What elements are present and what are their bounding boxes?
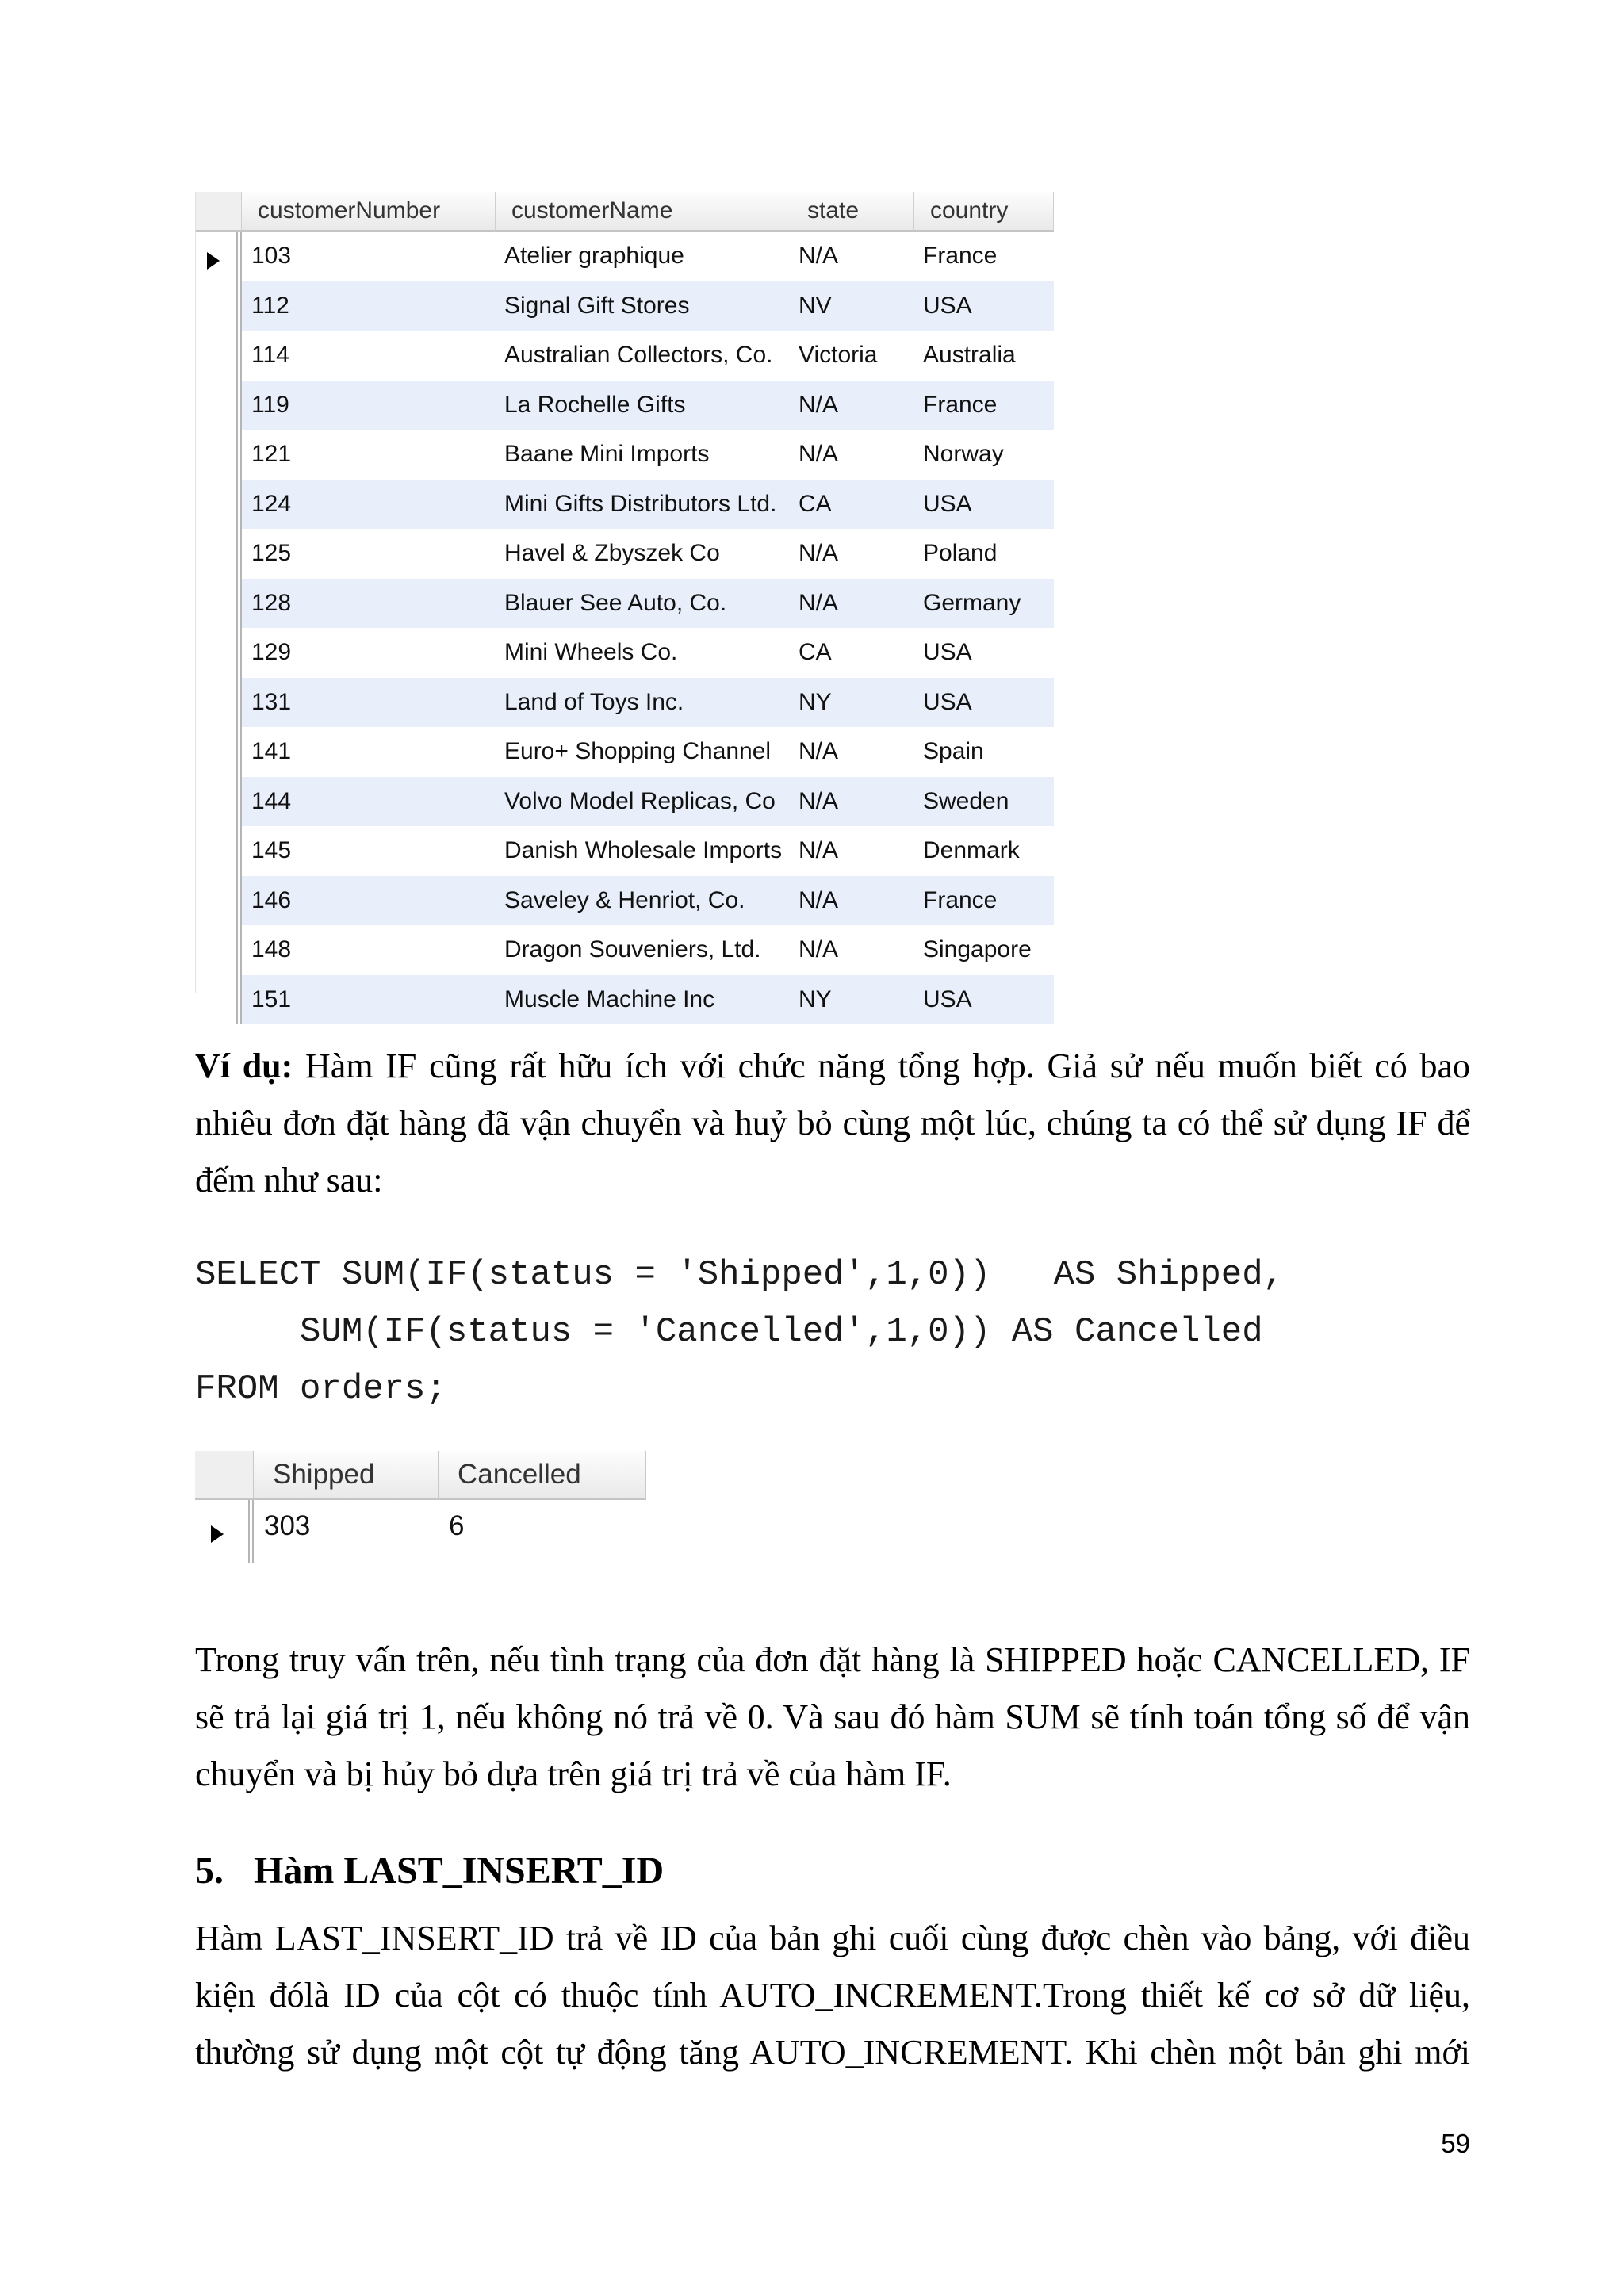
shipped-cancelled-result-grid — [195, 1451, 646, 1563]
customer-name-cell: Signal Gift Stores — [496, 281, 791, 331]
row-selector — [196, 628, 242, 678]
paragraph-line: nhiêu đơn đặt hàng đã vận chuyển và huỷ bỏ cùng một lúc, chúng ta có thể sử dụng IF để — [195, 1104, 1470, 1142]
current-row-arrow-icon — [207, 252, 220, 270]
customer-number-cell: 125 — [251, 540, 292, 566]
customer-name-cell: Australian Collectors, Co. — [504, 342, 773, 368]
country-cell: Norway — [923, 441, 1004, 467]
table-row — [196, 925, 1054, 975]
state-cell: N/A — [791, 579, 914, 629]
row-selector — [195, 1500, 254, 1563]
country-cell: Poland — [923, 540, 998, 566]
country-cell: Denmark — [923, 837, 1020, 863]
state-cell: NY — [791, 678, 914, 728]
customer-number-cell: 141 — [251, 738, 292, 764]
customer-number-cell: 146 — [242, 876, 496, 926]
state-cell: CA — [799, 639, 832, 665]
table-row — [196, 678, 1054, 728]
sql-code-block — [195, 1246, 1284, 1418]
country-cell: Spain — [923, 738, 984, 764]
paragraph-line: Hàm LAST_INSERT_ID trả về ID của bản ghi cuối cùng được chèn vào bảng, với điều — [195, 1919, 1470, 1957]
customer-name-cell: Saveley & Henriot, Co. — [496, 876, 791, 926]
row-selector — [196, 727, 242, 777]
customer-name-cell: Baane Mini Imports — [504, 441, 710, 467]
state-cell: N/A — [791, 777, 914, 827]
customer-number-cell: 128 — [242, 579, 496, 629]
paragraph-line: sẽ trả lại giá trị 1, nếu không nó trả về 0. Và sau đó hàm SUM sẽ tính toán tổng số để vận — [195, 1697, 1470, 1736]
row-selector-header — [196, 192, 242, 232]
page-number: 59 — [1441, 2129, 1470, 2158]
customer-number-cell: 119 — [242, 381, 496, 430]
state-cell: N/A — [799, 441, 839, 467]
state-cell: N/A — [791, 876, 914, 926]
country-cell: USA — [914, 281, 1054, 331]
state-cell: N/A — [799, 837, 839, 863]
table-row — [196, 430, 1054, 480]
row-selector — [196, 826, 242, 876]
row-selector — [196, 975, 242, 1025]
table-row — [196, 331, 1054, 381]
customer-name-cell: Mini Gifts Distributors Ltd. — [496, 480, 791, 530]
row-selector — [196, 925, 242, 975]
country-cell: USA — [914, 975, 1054, 1025]
customer-number-cell: 148 — [251, 936, 292, 962]
state-cell: CA — [791, 480, 914, 530]
country-cell: France — [914, 381, 1054, 430]
row-selector-header — [195, 1451, 254, 1500]
code-line: SELECT SUM(IF(status = 'Shipped',1,0)) AS Shipped, — [195, 1255, 1285, 1295]
row-selector — [196, 232, 242, 281]
table-row — [196, 777, 1054, 827]
table-row — [196, 975, 1054, 1025]
column-header-cancelled: Cancelled — [439, 1451, 646, 1500]
country-cell: Singapore — [923, 936, 1032, 962]
country-cell: France — [923, 243, 998, 269]
table-row — [196, 281, 1054, 331]
customer-number-cell: 151 — [242, 975, 496, 1025]
country-cell: USA — [914, 480, 1054, 530]
row-selector — [196, 381, 242, 430]
customer-number-cell: 124 — [242, 480, 496, 530]
grid-header-row — [196, 192, 1054, 232]
current-row-arrow-icon — [211, 1525, 224, 1543]
paragraph-line: Trong truy vấn trên, nếu tình trạng của đơn đặt hàng là SHIPPED hoặc CANCELLED, IF — [195, 1640, 1470, 1679]
customer-name-cell: Euro+ Shopping Channel — [504, 738, 772, 764]
customer-number-cell: 131 — [242, 678, 496, 728]
state-cell: N/A — [799, 540, 839, 566]
state-cell: Victoria — [799, 342, 878, 368]
table-row — [195, 1500, 646, 1563]
customer-number-cell: 114 — [251, 342, 289, 368]
country-cell: USA — [923, 639, 972, 665]
customer-name-cell: Volvo Model Replicas, Co — [496, 777, 791, 827]
shipped-count-cell: 303 — [264, 1510, 311, 1541]
paragraph-line: chuyển và bị hủy bỏ dựa trên giá trị trả về của hàm IF. — [195, 1755, 952, 1793]
state-cell: N/A — [799, 243, 839, 269]
state-cell: N/A — [799, 936, 839, 962]
row-selector — [196, 430, 242, 480]
cancelled-count-cell: 6 — [449, 1510, 465, 1541]
customer-name-cell: Dragon Souveniers, Ltd. — [504, 936, 761, 962]
section-title: Hàm LAST_INSERT_ID — [254, 1850, 665, 1892]
column-header-shipped: Shipped — [254, 1451, 439, 1500]
paragraph-line: thường sử dụng một cột tự động tăng AUTO_INCREMENT. Khi chèn một bản ghi mới — [195, 2033, 1470, 2072]
customer-name-cell: Land of Toys Inc. — [496, 678, 791, 728]
table-row — [196, 826, 1054, 876]
table-row — [196, 628, 1054, 678]
customer-name-cell: Danish Wholesale Imports — [504, 837, 783, 863]
customer-name-cell: Havel & Zbyszek Co — [504, 540, 720, 566]
table-row — [196, 876, 1054, 926]
code-line: SUM(IF(status = 'Cancelled',1,0)) AS Cancelled — [195, 1312, 1263, 1352]
table-row — [196, 529, 1054, 579]
table-row — [196, 727, 1054, 777]
row-selector — [196, 579, 242, 629]
paragraph-line: kiện đólà ID của cột có thuộc tính AUTO_INCREMENT.Trong thiết kế cơ sở dữ liệu, — [195, 1976, 1470, 2015]
state-cell: N/A — [799, 738, 839, 764]
code-line: FROM orders; — [195, 1369, 446, 1409]
country-cell: France — [914, 876, 1054, 926]
row-selector — [196, 777, 242, 827]
row-selector — [196, 480, 242, 530]
customer-number-cell: 145 — [251, 837, 292, 863]
country-cell: Sweden — [914, 777, 1054, 827]
state-cell: NY — [791, 975, 914, 1025]
customer-name-cell: Mini Wheels Co. — [504, 639, 678, 665]
state-cell: N/A — [791, 381, 914, 430]
table-row — [196, 381, 1054, 430]
state-cell: NV — [791, 281, 914, 331]
customer-number-cell: 144 — [242, 777, 496, 827]
country-cell: USA — [914, 678, 1054, 728]
row-selector — [196, 876, 242, 926]
section-number: 5. — [195, 1850, 224, 1892]
row-selector — [196, 529, 242, 579]
customer-name-cell: Atelier graphique — [504, 243, 684, 269]
section-paragraph — [195, 1910, 1470, 2081]
customer-name-cell: Muscle Machine Inc — [496, 975, 791, 1025]
customer-name-cell: La Rochelle Gifts — [496, 381, 791, 430]
country-cell: Australia — [923, 342, 1016, 368]
column-header-customer-number: customerNumber — [242, 192, 496, 232]
explanation-paragraph — [195, 1632, 1470, 1803]
grid-header-row — [195, 1451, 646, 1500]
row-selector — [196, 331, 242, 381]
section-heading — [195, 1843, 664, 1900]
example-label: Ví dụ: — [195, 1047, 293, 1085]
customers-result-grid — [195, 192, 1054, 1012]
customer-name-cell: Blauer See Auto, Co. — [496, 579, 791, 629]
customer-number-cell: 112 — [242, 281, 496, 331]
table-row — [196, 579, 1054, 629]
customer-number-cell: 121 — [251, 441, 292, 467]
table-row — [196, 232, 1054, 281]
row-selector — [196, 281, 242, 331]
grid-body — [196, 232, 1054, 1024]
table-row — [196, 480, 1054, 530]
country-cell: Germany — [914, 579, 1054, 629]
example-paragraph — [195, 1038, 1470, 1209]
column-header-customer-name: customerName — [496, 192, 791, 232]
row-selector — [196, 678, 242, 728]
paragraph-text: Hàm IF cũng rất hữu ích với chức năng tổng hợp. Giả sử nếu muốn biết có bao — [305, 1047, 1471, 1085]
column-header-country: country — [914, 192, 1054, 232]
customer-number-cell: 103 — [251, 243, 292, 269]
paragraph-line: đếm như sau: — [195, 1161, 383, 1200]
paragraph-line — [195, 1038, 1470, 1095]
customer-number-cell: 129 — [251, 639, 292, 665]
column-header-state: state — [791, 192, 914, 232]
